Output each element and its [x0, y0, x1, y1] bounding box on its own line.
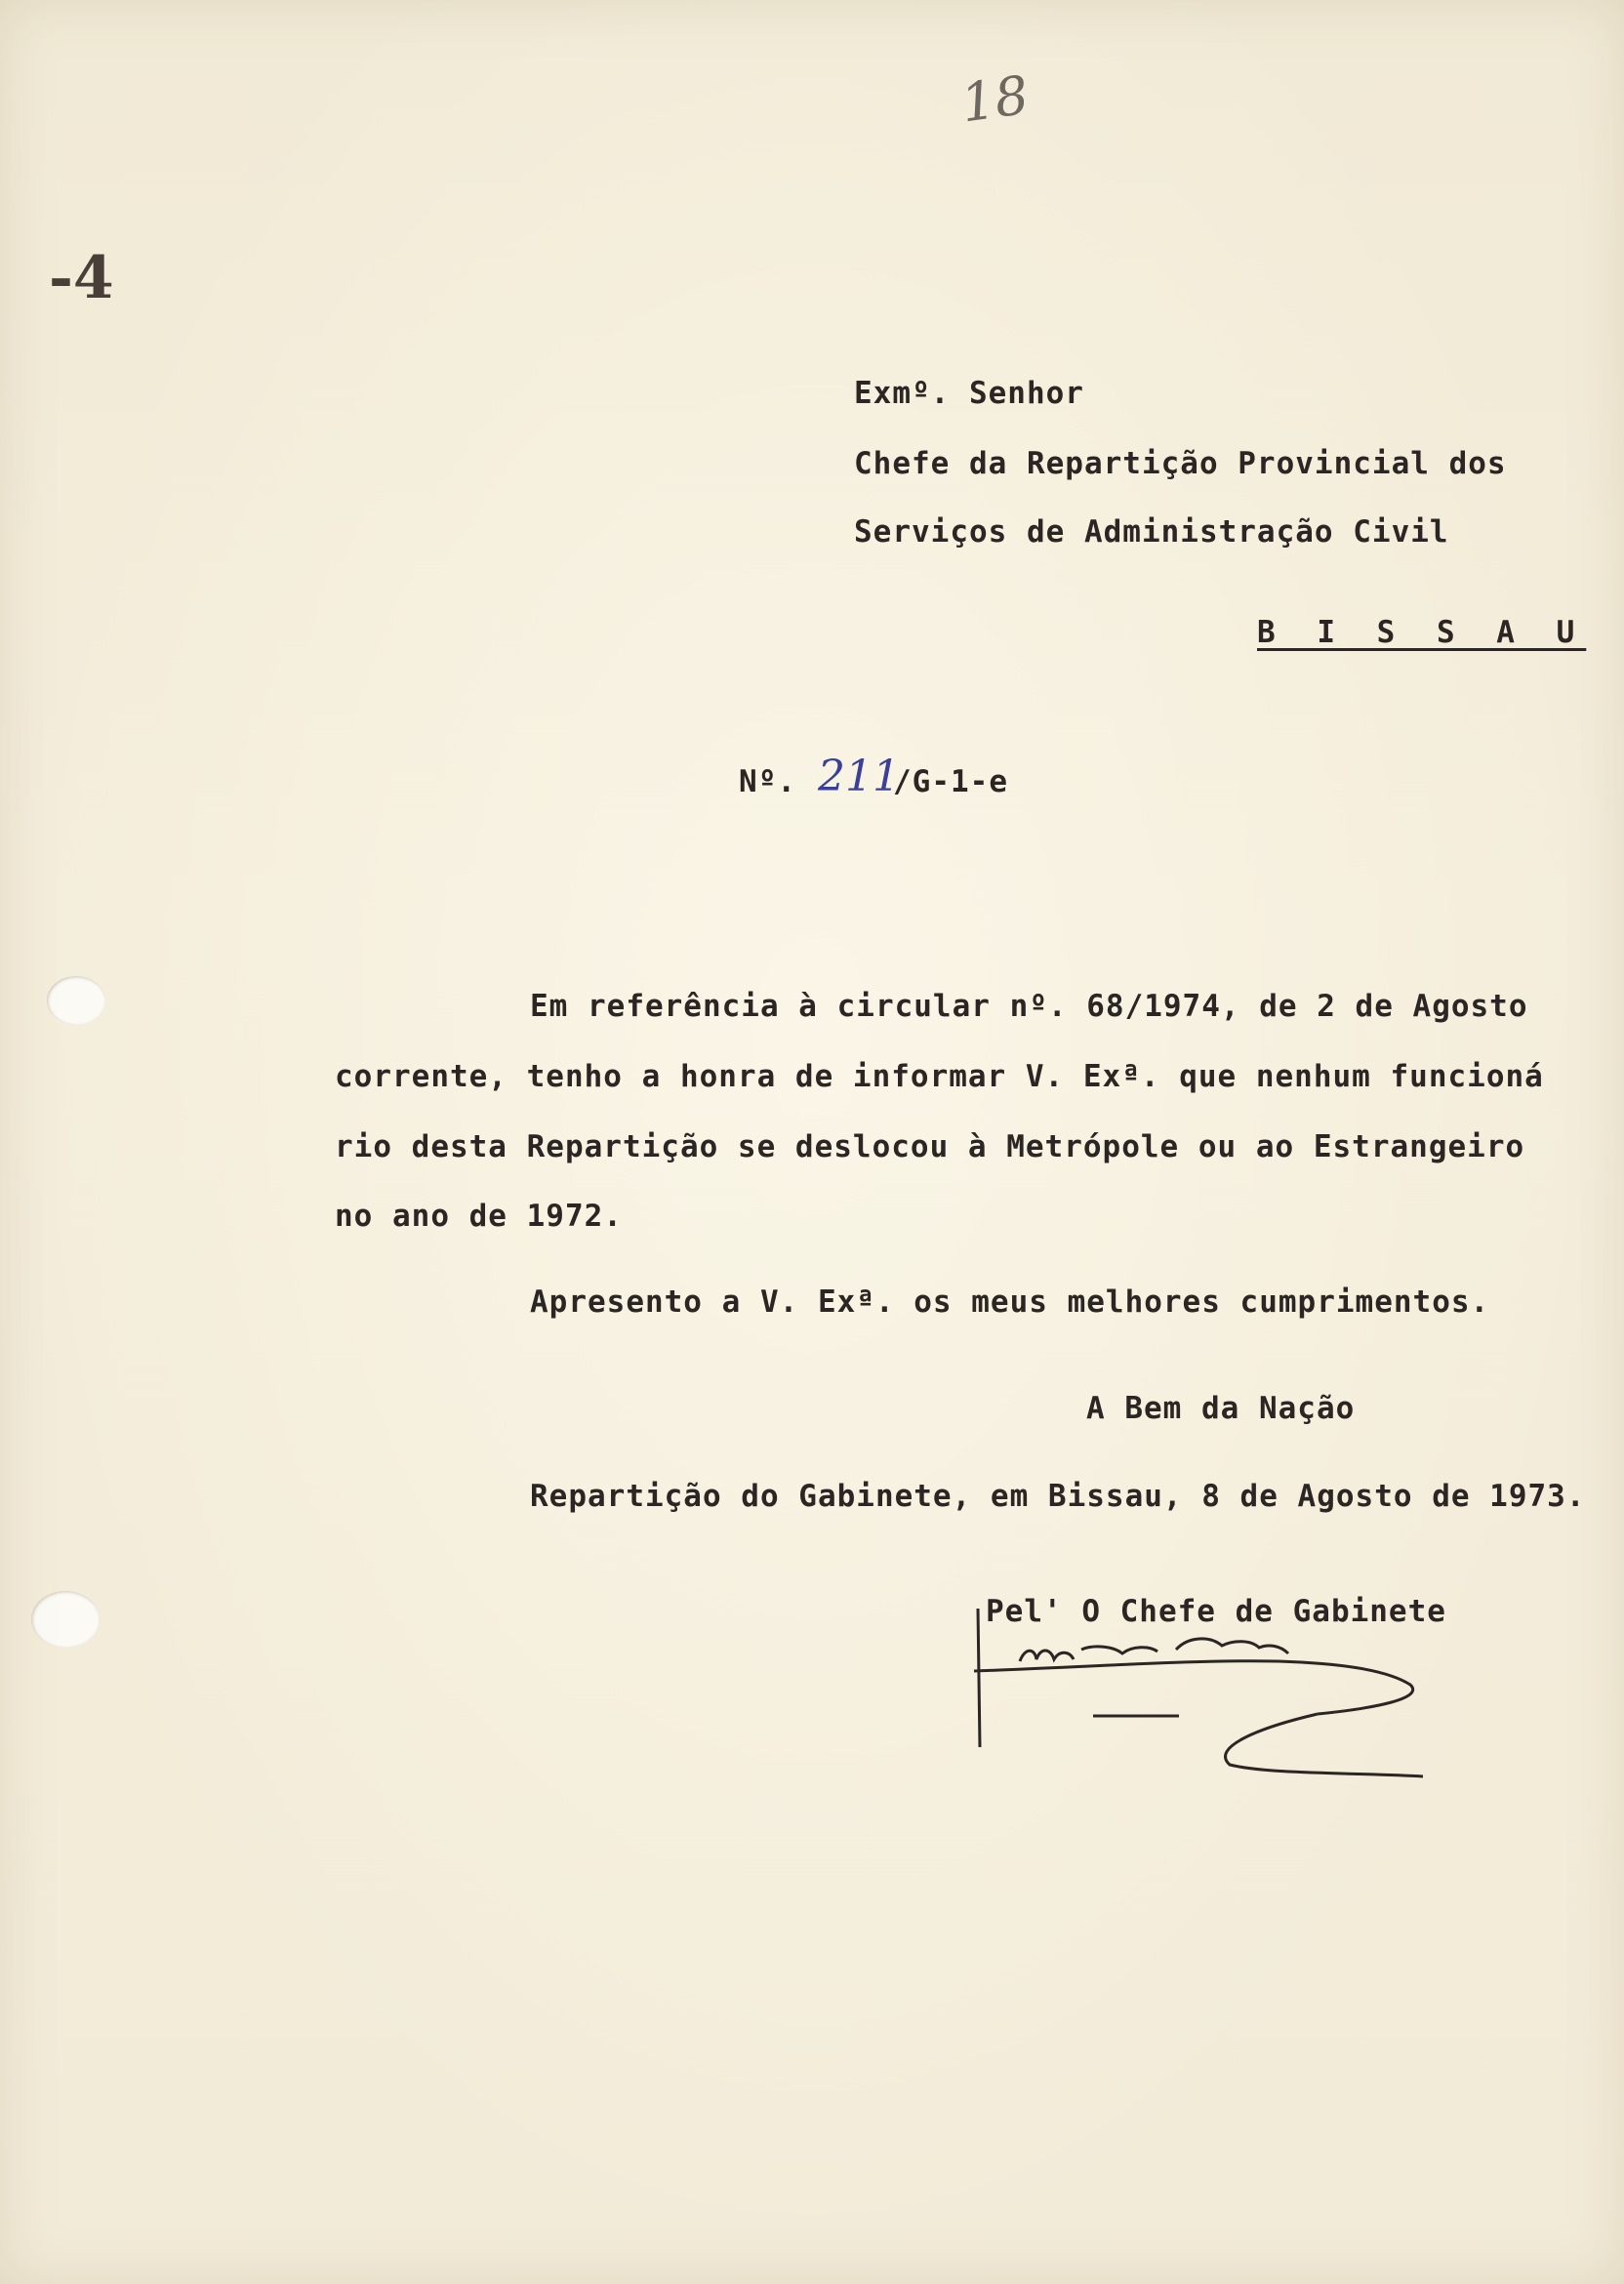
addressee-line-2: Chefe da Repartição Provincial dos — [854, 446, 1507, 481]
body-para2: Apresento a V. Exª. os meus melhores cumprimentos. — [530, 1285, 1490, 1320]
addressee-line-1: Exmº. Senhor — [854, 376, 1084, 411]
signature-graphic — [966, 1591, 1435, 1786]
margin-mark: -4 — [49, 244, 114, 312]
body-para1-line3: rio desta Repartição se deslocou à Metrópole ou ao Estrangeiro — [335, 1129, 1525, 1164]
body-para1-line2: corrente, tenho a honra de informar V. Exª. que nenhum funcioná — [335, 1059, 1544, 1094]
reference-suffix: /G-1-e — [893, 764, 1008, 799]
punch-hole-bottom — [31, 1591, 100, 1648]
punch-hole-top — [47, 976, 105, 1025]
body-para1-line4: no ano de 1972. — [335, 1199, 623, 1234]
page-number-handwritten: 18 — [956, 63, 1033, 135]
closing-signatory: Pel' O Chefe de Gabinete — [986, 1594, 1446, 1629]
addressee-line-3: Serviços de Administração Civil — [854, 514, 1449, 550]
closing-salutation: A Bem da Nação — [1086, 1391, 1356, 1426]
reference-number-handwritten: 211 — [818, 752, 900, 801]
closing-place-date: Repartição do Gabinete, em Bissau, 8 de Agosto de 1973. — [530, 1479, 1586, 1514]
addressee-city: B I S S A U — [1257, 615, 1587, 650]
body-para1-line1: Em referência à circular nº. 68/1974, de 2 de Agosto — [530, 989, 1528, 1024]
reference-prefix: Nº. — [739, 764, 796, 799]
